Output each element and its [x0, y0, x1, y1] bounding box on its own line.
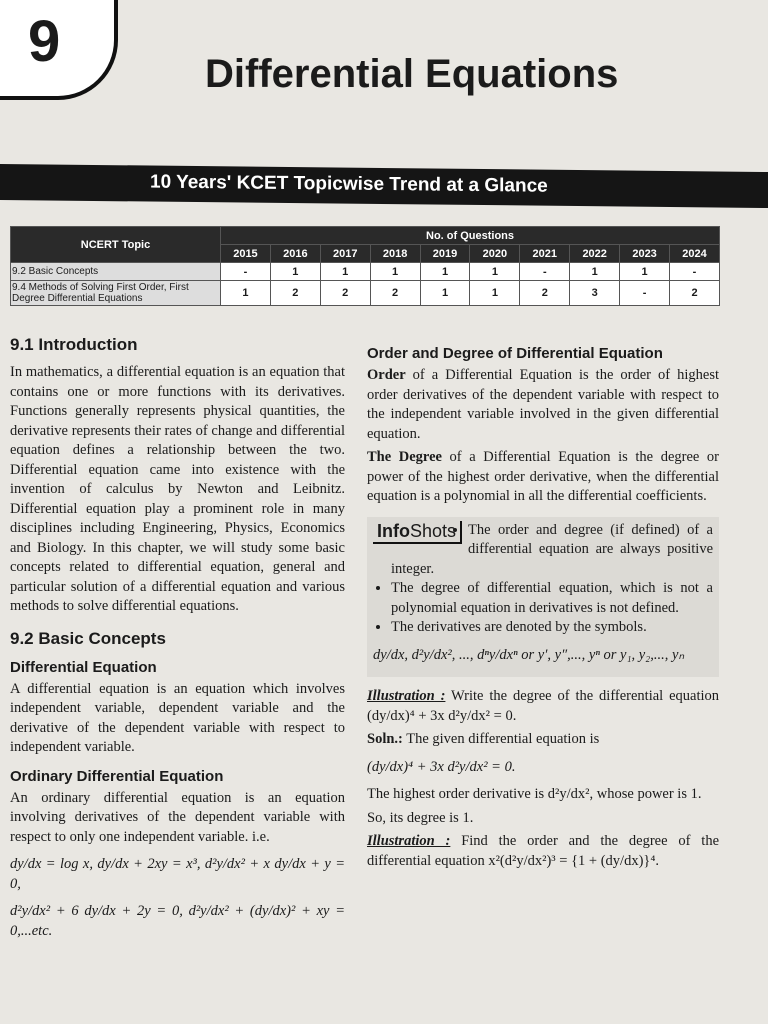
count-cell: 1 — [470, 263, 520, 281]
count-cell: - — [221, 263, 271, 281]
topic-cell: 9.2 Basic Concepts — [11, 263, 221, 281]
count-cell: 2 — [520, 281, 570, 306]
right-column — [367, 345, 719, 875]
order-text: of a Differential Equation is the order of highest order derivatives of the dependent variable with respect to the independent variable involved in the given differential equation. — [367, 367, 719, 442]
left-column — [10, 335, 345, 949]
count-cell: 2 — [270, 281, 320, 306]
logo-info-text: Info — [377, 520, 410, 541]
order-term: Order — [367, 367, 406, 383]
year-header: 2024 — [670, 245, 720, 263]
ode-heading: Ordinary Differential Equation — [10, 767, 224, 785]
count-cell: - — [620, 281, 670, 306]
equation-examples-1: dy/dx = log x, dy/dx + 2xy = x³, d²y/dx² + x dy/dx + y = 0, — [10, 856, 345, 892]
questions-header: No. of Questions — [221, 227, 720, 245]
illustration-label: Illustration : — [367, 688, 446, 704]
solution-line-2: The highest order derivative is d²y/dx², whose power is 1. — [367, 786, 702, 802]
year-header: 2018 — [370, 245, 420, 263]
illustration-2-text: Find the order and the degree of the differential equation x²(d²y/dx²)³ = {1 + (dy/dx)}⁴. — [367, 833, 720, 869]
trend-table — [10, 226, 720, 306]
count-cell: 1 — [420, 281, 470, 306]
count-cell: 1 — [221, 281, 271, 306]
order-degree-heading: Order and Degree of Differential Equation — [367, 345, 663, 362]
year-header: 2015 — [221, 245, 271, 263]
count-cell: 3 — [570, 281, 620, 306]
basic-concepts-heading: 9.2 Basic Concepts — [10, 628, 166, 648]
infoshot-bullet: • The derivatives are denoted by the symbols. — [391, 618, 713, 638]
table-row — [11, 281, 720, 306]
count-cell: 2 — [320, 281, 370, 306]
illustration-label: Illustration : — [367, 833, 451, 849]
solution-line-3: So, its degree is 1. — [367, 809, 474, 826]
count-cell: 2 — [670, 281, 720, 306]
count-cell: 1 — [570, 263, 620, 281]
count-cell: 1 — [270, 263, 320, 281]
year-header: 2021 — [520, 245, 570, 263]
infoshot-bullet: • The order and degree (if defined) of a differential equation are always positive integer. — [391, 521, 713, 580]
de-heading: Differential Equation — [10, 658, 157, 676]
count-cell: 1 — [470, 281, 520, 306]
degree-text: of a Differential Equation is the degree or power of the highest order derivative, when the differential equation is a polynomial in all the differential coefficients. — [367, 449, 719, 504]
ode-text: An ordinary differential equation is an equation involving derivatives of the dependent variable with respect to only one independent variable. i.e. — [10, 789, 345, 845]
count-cell: 1 — [370, 263, 420, 281]
year-header: 2016 — [270, 245, 320, 263]
equation-examples-2: d²y/dx² + 6 dy/dx + 2y = 0, d²y/dx² + (dy/dx)² + xy = 0,...etc. — [10, 903, 345, 939]
count-cell: 2 — [370, 281, 420, 306]
solution-label: Soln.: — [367, 731, 403, 747]
year-header: 2023 — [620, 245, 670, 263]
intro-heading: 9.1 Introduction — [10, 335, 138, 354]
logo-shots-text: Shots — [410, 520, 457, 541]
year-header: 2019 — [420, 245, 470, 263]
solution-equation: (dy/dx)⁴ + 3x d²y/dx² = 0. — [367, 758, 516, 775]
topic-header: NCERT Topic — [11, 227, 221, 263]
banner-text: 10 Years' KCET Topicwise Trend at a Glance — [150, 171, 548, 197]
count-cell: - — [670, 263, 720, 281]
chapter-number: 9 — [28, 9, 61, 74]
chapter-title: Differential Equations — [205, 52, 619, 96]
illustration-1-text: Write the degree of the differential equation (dy/dx)⁴ + 3x d²y/dx² = 0. — [367, 688, 719, 724]
infoshots-logo — [373, 521, 462, 544]
table-row — [11, 263, 720, 281]
year-header: 2022 — [570, 245, 620, 263]
count-cell: 1 — [620, 263, 670, 281]
chapter-number-badge — [0, 0, 118, 100]
year-header: 2017 — [320, 245, 370, 263]
infoshots-box — [367, 517, 719, 678]
de-text: A differential equation is an equation which involves independent variable, dependent variable and the derivative of the dependent variable with respect to independent variable. — [10, 680, 345, 755]
infoshot-bullet: • The degree of differential equation, which is not a polynomial equation in derivatives is not defined. — [391, 579, 713, 618]
solution-text: The given differential equation is — [402, 731, 600, 747]
degree-term: The Degree — [367, 449, 442, 465]
count-cell: 1 — [420, 263, 470, 281]
trend-banner — [0, 164, 768, 208]
count-cell: 1 — [320, 263, 370, 281]
topic-cell: 9.4 Methods of Solving First Order, First Degree Differential Equations — [11, 281, 221, 306]
intro-text: In mathematics, a differential equation is an equation that contains one or more functions with its derivatives. Functions generally represents physical quantities, the derivative represents their rates of change and differential equation defines a relationship between the two. Differential equation came into existence with the invention of calculus by Newton and Leibnitz. Differential equation play a prominent role in many disciplines including Engineering, Physics, Economics and Biology. In this chapter, we will study some basic concepts related to differential equation, general and particular solution of a differential equation and various methods to solve differential equations. — [10, 364, 345, 614]
year-header: 2020 — [470, 245, 520, 263]
count-cell: - — [520, 263, 570, 281]
derivative-symbols: dy/dx, d²y/dx², ..., dⁿy/dxⁿ or y′, y″,..., yⁿ or y₁, y₂,..., yₙ — [373, 646, 685, 663]
